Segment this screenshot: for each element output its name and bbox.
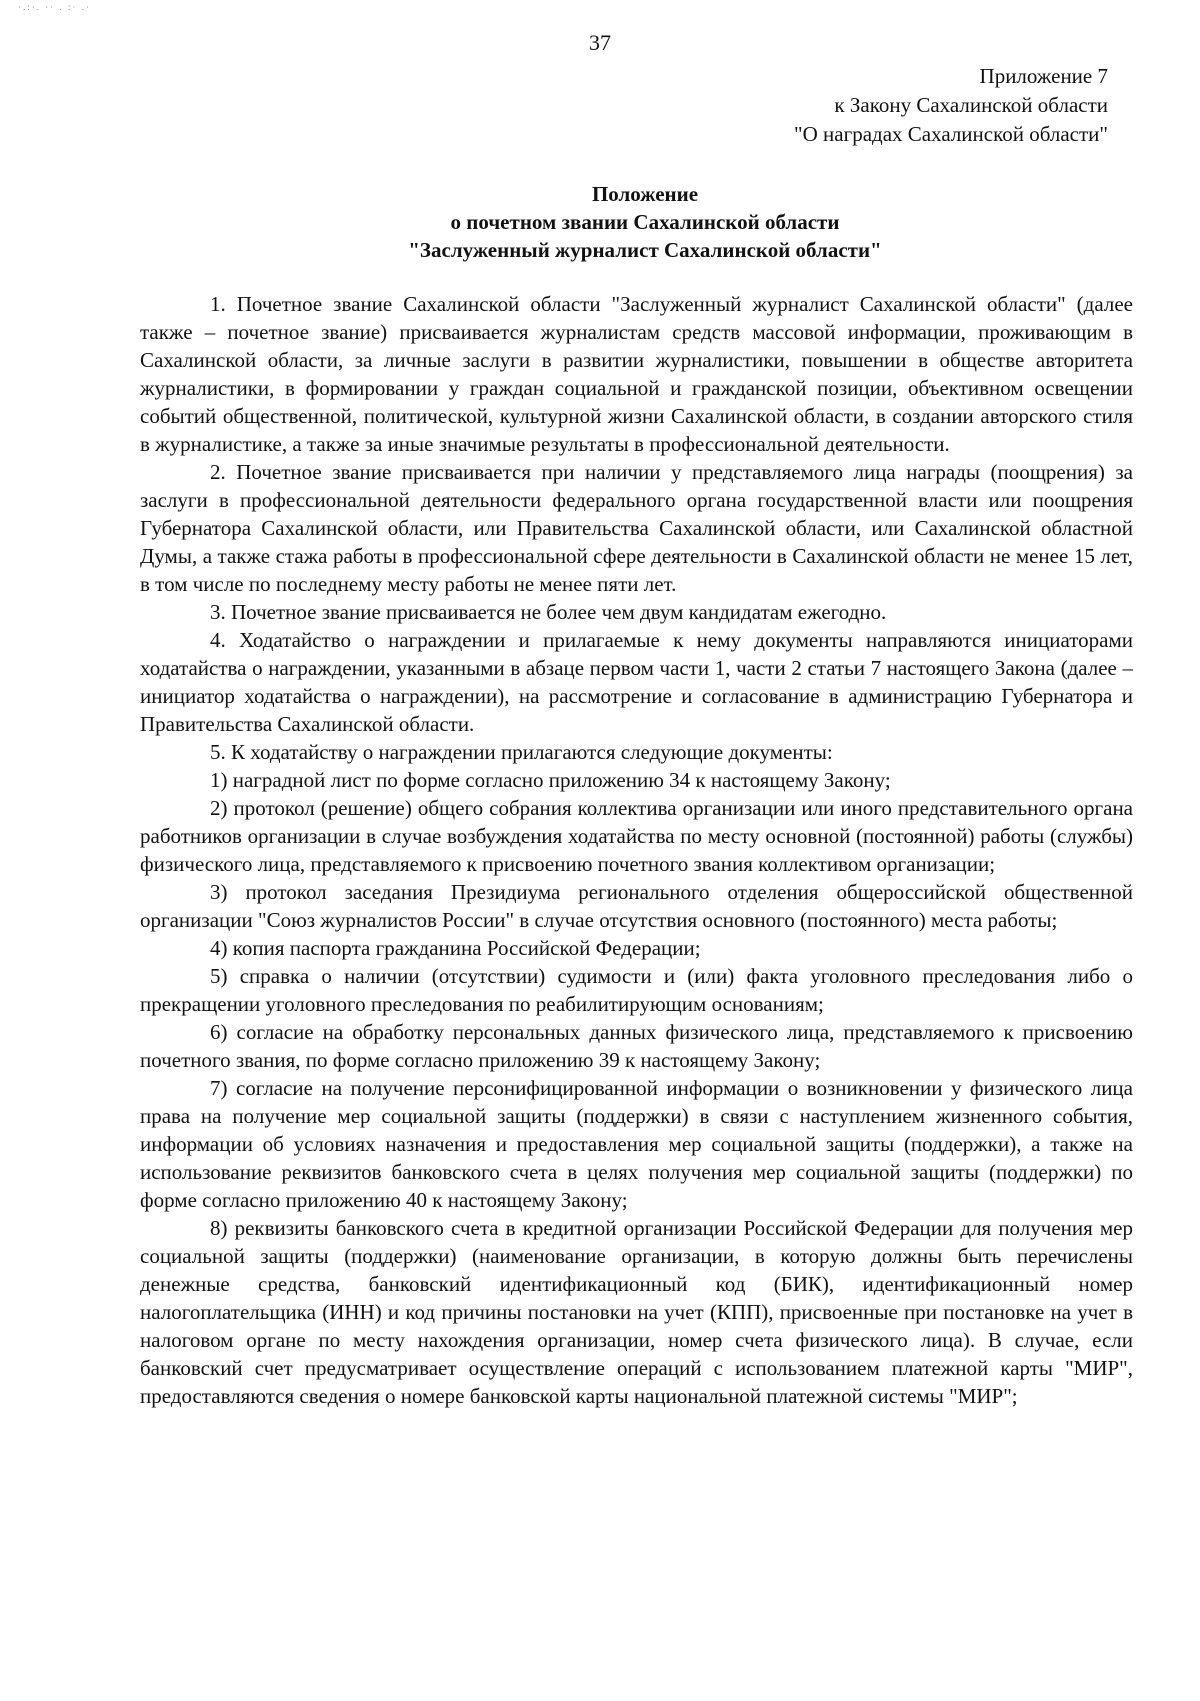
list-item-8: 8) реквизиты банковского счета в кредитной организации Российской Федерации для получения мер социальной защиты (поддержки) (наименование организации, в которую должны быть перечислены денежные средства, банковский идентификационный код (БИК), идентификационный номер налогоплательщика (ИНН) и код причины постановки на учет (КПП), присвоенные при постановке на учет в налоговом органе по месту нахождения организации, номер счета физического лица). В случае, если банковский счет предусматривает осуществление операций с использованием платежной карты "МИР", предоставляются сведения о номере банковской карты национальной платежной системы "МИР"; [140,1216,1133,1408]
list-item-6: 6) согласие на обработку персональных данных физического лица, представляемого к присвоению почетного звания, по форме согласно приложению 39 к настоящему Закону; [140,1020,1133,1072]
paragraph-5: 5. К ходатайству о награждении прилагаются следующие документы: [210,740,833,764]
page-number: 37 [589,30,611,55]
title-line-1: Положение [591,182,699,206]
document-body [140,290,1133,1410]
appendix-line-1: Приложение 7 [979,64,1108,88]
list-item-4: 4) копия паспорта гражданина Российской Федерации; [210,936,701,960]
scan-noise: ·.:·. ·· . :· .· [18,2,91,12]
title-line-2: о почетном звании Сахалинской области [450,210,840,234]
appendix-line-3: "О наградах Сахалинской области" [794,122,1108,146]
list-item-3: 3) протокол заседания Президиума регионального отделения общероссийской общественной организации "Союз журналистов России" в случае отсутствия основного (постоянного) места работы; [140,880,1133,932]
paragraph-2: 2. Почетное звание присваивается при наличии у представляемого лица награды (поощрения) за заслуги в профессиональной деятельности федерального органа государственной власти или поощрения Губернатора Сахалинской области, или Правительства Сахалинской области, или Сахалинской областной Думы, а также стажа работы в профессиональной сфере деятельности в Сахалинской области не менее 15 лет, в том числе по последнему месту работы не менее пяти лет. [140,460,1133,596]
paragraph-1: 1. Почетное звание Сахалинской области "Заслуженный журналист Сахалинской области" (далее также – почетное звание) присваивается журналистам средств массовой информации, проживающим в Сахалинской области, за личные заслуги в развитии журналистики, повышении в обществе авторитета журналистики, в формировании у граждан социальной и гражданской позиции, объективном освещении событий общественной, политической, культурной жизни Сахалинской области, в создании авторского стиля в журналистике, а также за иные значимые результаты в профессиональной деятельности. [140,292,1133,456]
title-line-3: "Заслуженный журналист Сахалинской области" [408,238,882,262]
list-item-7: 7) согласие на получение персонифицированной информации о возникновении у физического лица права на получение мер социальной защиты (поддержки) в связи с наступлением жизненного события, информации об условиях назначения и предоставления мер социальной защиты (поддержки), а также на использование реквизитов банковского счета в целях получения мер социальной защиты (поддержки) по форме согласно приложению 40 к настоящему Закону; [140,1076,1133,1212]
list-item-5: 5) справка о наличии (отсутствии) судимости и (или) факта уголовного преследования либо о прекращении уголовного преследования по реабилитирующим основаниям; [140,964,1133,1016]
list-item-1: 1) наградной лист по форме согласно приложению 34 к настоящему Закону; [210,768,891,792]
list-item-2: 2) протокол (решение) общего собрания коллектива организации или иного представительного органа работников организации в случае возбуждения ходатайства по месту основной (постоянной) работы (службы) физического лица, представляемого к присвоению почетного звания коллективом организации; [140,796,1133,876]
paragraph-4: 4. Ходатайство о награждении и прилагаемые к нему документы направляются инициаторами ходатайства о награждении, указанными в абзаце первом части 1, части 2 статьи 7 настоящего Закона (далее – инициатор ходатайства о награждении), на рассмотрение и согласование в администрацию Губернатора и Правительства Сахалинской области. [140,628,1133,736]
appendix-line-2: к Закону Сахалинской области [834,93,1108,117]
appendix-header [794,62,1108,149]
document-title [0,180,1200,264]
paragraph-3: 3. Почетное звание присваивается не более чем двум кандидатам ежегодно. [210,600,887,624]
